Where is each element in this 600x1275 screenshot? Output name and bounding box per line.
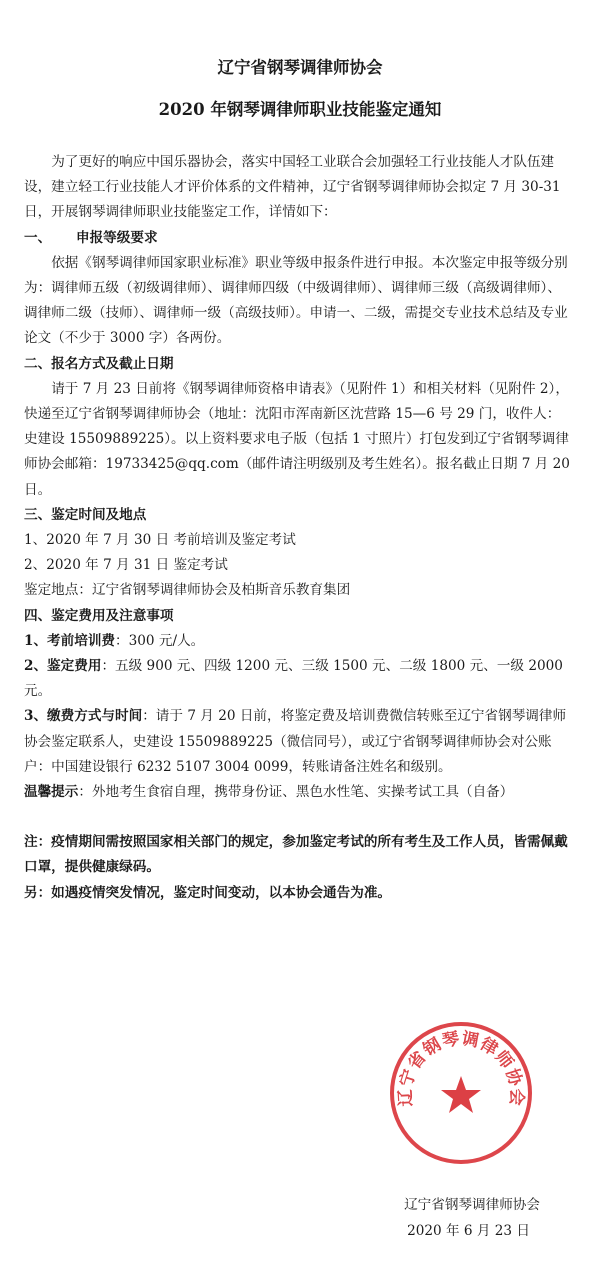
- official-seal-stamp: [388, 1020, 534, 1166]
- section-1-number: 一、: [24, 229, 52, 246]
- section-4-item-2: [24, 654, 572, 704]
- epidemic-note: 注：疫情期间需按照国家相关部门的规定，参加鉴定考试的所有考生及工作人员，皆需佩戴口罩，提供健康绿码。: [24, 834, 568, 876]
- signature-block: [0, 1192, 540, 1244]
- section-3-item-1: 1、2020 年 7 月 30 日 考前培训及鉴定考试: [24, 532, 296, 549]
- section-3-item-2: 2、2020 年 7 月 31 日 鉴定考试: [24, 557, 228, 574]
- intro-paragraph: 为了更好的响应中国乐器协会，落实中国轻工业联合会加强轻工行业技能人才队伍建设，建立轻工行业技能人才评价体系的文件精神，辽宁省钢琴调律师协会拟定 7 月 30-31 日，开展钢琴调律师职业技能鉴定工作，详情如下：: [24, 154, 561, 221]
- section-1-text: 依据《钢琴调律师国家职业标准》职业等级申报条件进行申报。本次鉴定申报等级分别为：调律师五级（初级调律师）、调律师四级（中级调律师）、调律师三级（高级调律师）、调律师二级（技师）、调律师一级（高级技师）。申请一、二级，需提交专业技术总结及专业论文（不少于 3000 字）各两份。: [24, 254, 568, 347]
- fee-training-text: ：300 元/人。: [115, 632, 205, 649]
- fee-exam-text: ：五级 900 元、四级 1200 元、三级 1500 元、二级 1800 元、一级 2000 元。: [24, 658, 563, 700]
- seal-star-icon: [441, 1076, 481, 1113]
- section-1-heading: [24, 226, 572, 251]
- section-4-heading: 四、鉴定费用及注意事项: [24, 607, 174, 624]
- epidemic-note-2: 另：如遇疫情突发情况，鉴定时间变动，以本协会通告为准。: [24, 884, 392, 901]
- tip-label: 温馨提示: [24, 784, 79, 801]
- fee-training-label: 1、考前培训费: [24, 632, 116, 649]
- section-3-heading: 三、鉴定时间及地点: [24, 506, 147, 523]
- seal-text: 辽宁省钢琴调律师协会: [395, 1028, 527, 1108]
- section-4-item-3: [24, 704, 572, 780]
- notice-title: 2020 年钢琴调律师职业技能鉴定通知: [158, 100, 442, 119]
- signature-org: 辽宁省钢琴调律师协会: [404, 1197, 540, 1213]
- section-2-text: 请于 7 月 23 日前将《钢琴调律师资格申请表》（见附件 1）和相关材料（见附件 2），快递至辽宁省钢琴调律师协会（地址：沈阳市浑南新区沈营路 15—6 号 29 门，收件人：史建设 15509889225）。以上资料要求电子版（包括 1 寸照片）打包发到辽宁省钢琴调律师协会邮箱：19733425@qq.com（邮件请注明级别及考生姓名）。报名截止日期 7 月 20 日。: [24, 380, 570, 498]
- org-title: 辽宁省钢琴调律师协会: [217, 58, 383, 77]
- signature-date: 2020 年 6 月 23 日: [407, 1223, 530, 1239]
- section-3-location: 鉴定地点：辽宁省钢琴调律师协会及柏斯音乐教育集团: [24, 582, 351, 599]
- section-2-heading: 二、报名方式及截止日期: [24, 355, 174, 372]
- section-1-title: 申报等级要求: [76, 229, 158, 246]
- section-4-item-1: [24, 629, 572, 654]
- tip-text: ：外地考生食宿自理，携带身份证、黑色水性笔、实操考试工具（自备）: [78, 784, 514, 801]
- section-4-tip: [24, 780, 572, 805]
- notice-body: [24, 150, 572, 906]
- payment-label: 3、缴费方式与时间: [24, 708, 143, 725]
- fee-exam-label: 2、鉴定费用: [24, 658, 102, 675]
- payment-text: ：请于 7 月 20 日前，将鉴定费及培训费微信转账至辽宁省钢琴调律师协会鉴定联系人，史建设 15509889225（微信同号），或辽宁省钢琴调律师协会对公账户：中国建设银行 6232 5107 3004 0099，转账请备注姓名和级别。: [24, 708, 567, 775]
